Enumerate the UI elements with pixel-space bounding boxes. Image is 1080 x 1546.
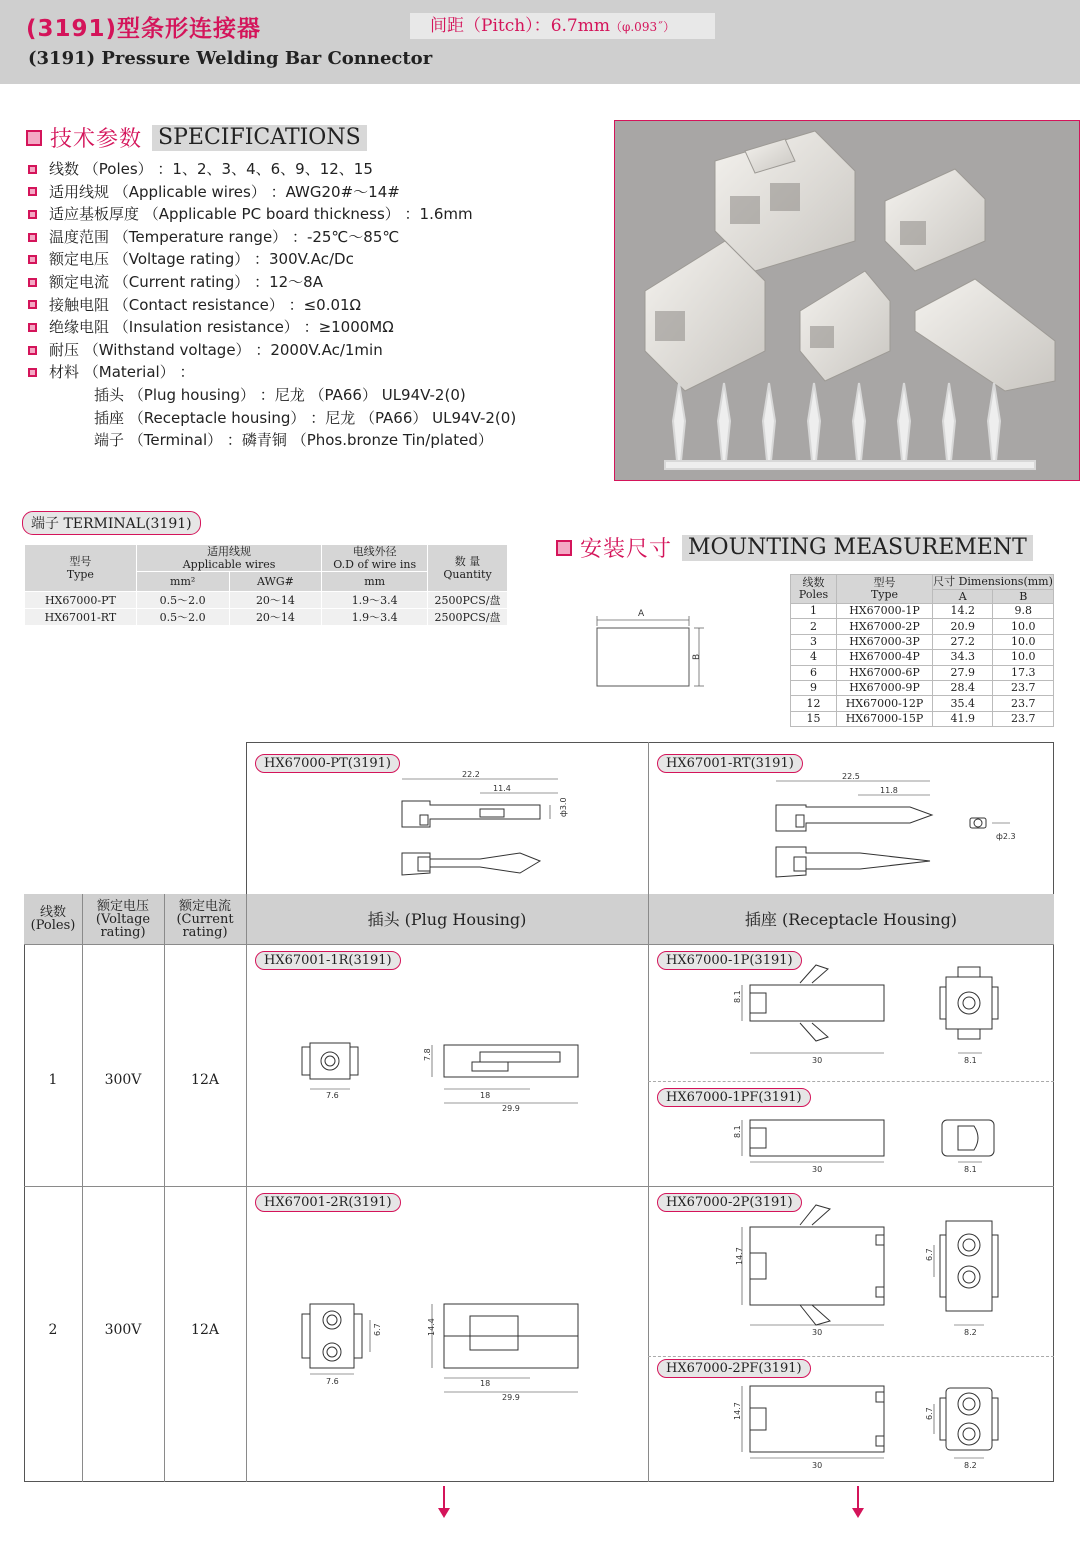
specifications-title-en: SPECIFICATIONS	[152, 125, 367, 151]
square-bullet-icon	[26, 130, 42, 146]
specifications-list	[28, 158, 598, 452]
pitch-box	[410, 13, 715, 39]
row-2-poles: 2	[48, 1322, 58, 1338]
table-row: 15 HX67000-15P 41.9 23.7	[791, 711, 1054, 726]
svg-text:30: 30	[812, 1328, 823, 1337]
square-bullet-icon	[28, 210, 37, 219]
spec-item: 额定电压 （Voltage rating） ：300V.Ac/Dc	[28, 248, 598, 271]
receptacle-1p-drawing	[720, 955, 1040, 1070]
mounting-heading	[556, 532, 1033, 563]
svg-text:29.9: 29.9	[502, 1393, 520, 1402]
part-label: HX67000-1PF(3191)	[657, 1088, 811, 1107]
svg-text:8.2: 8.2	[964, 1461, 977, 1470]
svg-text:18: 18	[480, 1091, 491, 1100]
table-row: 3 HX67000-3P 27.2 10.0	[791, 634, 1054, 649]
housing-table-header: 线数 (Poles) 额定电压 (Voltage rating) 额定电流 (Current rating) 插头 (Plug Housing) 插座 (Receptacle Housing)	[24, 894, 1054, 944]
square-bullet-icon	[556, 540, 572, 556]
spec-item: 接触电阻 （Contact resistance） ：≤0.01Ω	[28, 294, 598, 317]
svg-text:ф2.3: ф2.3	[996, 832, 1016, 841]
svg-text:18: 18	[480, 1379, 491, 1388]
svg-text:6.7: 6.7	[373, 1323, 382, 1336]
svg-text:7.6: 7.6	[326, 1377, 339, 1386]
svg-text:22.5: 22.5	[842, 772, 860, 781]
terminal-rt-drawing	[770, 765, 1030, 890]
square-bullet-icon	[28, 368, 37, 377]
page-title-cn: (3191)型条形连接器	[26, 16, 262, 42]
square-bullet-icon	[28, 346, 37, 355]
svg-text:30: 30	[812, 1056, 823, 1065]
pitch-value: 6.7mm	[550, 16, 610, 36]
svg-text:8.1: 8.1	[964, 1165, 977, 1174]
header-band	[0, 0, 1080, 84]
dim-b-label: B	[692, 653, 702, 660]
row-1-poles: 1	[48, 1072, 58, 1088]
svg-text:6.7: 6.7	[925, 1407, 934, 1420]
square-bullet-icon	[28, 278, 37, 287]
down-arrow-icon	[443, 1486, 445, 1510]
terminal-pt-drawing	[390, 765, 570, 890]
product-photo	[614, 120, 1080, 481]
spec-item: 温度范围 （Temperature range） ：-25℃～85℃	[28, 226, 598, 249]
part-label: HX67001-1R(3191)	[255, 951, 401, 970]
receptacle-2p-drawing	[720, 1195, 1040, 1345]
svg-text:14.7: 14.7	[735, 1247, 744, 1265]
spec-item: 线数 （Poles） ：1、2、3、4、6、9、12、15	[28, 158, 598, 181]
table-row: HX67001-RT 0.5～2.0 20～14 1.9～3.4 2500PCS/盘	[25, 609, 508, 626]
table-row: 1 HX67000-1P 14.2 9.8	[791, 604, 1054, 619]
page-title-en: (3191) Pressure Welding Bar Connector	[28, 48, 433, 69]
table-row: HX67000-PT 0.5～2.0 20～14 1.9～3.4 2500PCS/盘	[25, 592, 508, 609]
table-row: 2 HX67000-2P 20.9 10.0	[791, 619, 1054, 634]
part-label: HX67000-2PF(3191)	[657, 1359, 811, 1378]
table-row: 9 HX67000-9P 28.4 23.7	[791, 680, 1054, 695]
square-bullet-icon	[28, 323, 37, 332]
svg-text:22.2: 22.2	[462, 770, 480, 779]
pitch-label: 间距（Pitch）：	[430, 16, 551, 36]
square-bullet-icon	[28, 165, 37, 174]
spec-item: 适用线规 （Applicable wires） ：AWG20#～14#	[28, 181, 598, 204]
specifications-heading	[26, 122, 367, 153]
terminal-table: 型号 Type 适用线规 Applicable wires 电线外径 O.D of wire ins 数 量 Quantity mm² AWG# mm HX67000-PT 0.5～2.0 20～14 1.9～3.4 2500PCS/盘 HX67001-RT 0.5～2.0 20～14 1.9～3.4 2500PCS/盘	[24, 544, 508, 626]
row-2-voltage: 300V	[104, 1322, 142, 1338]
spec-material-item: 插座 （Receptacle housing） ：尼龙 （PA66） UL94V-2(0)	[94, 408, 517, 427]
plug-1r-drawing	[290, 1035, 610, 1115]
mounting-table: 线数 Poles 型号 Type 尺寸 Dimensions(mm) A B 1 HX67000-1P 14.2 9.8 2 HX67000-2P 20.9 10.0 3 HX67000-3P 27.2 10.0 4 HX67000-4P 34.3 10.0 6 HX67000-6P 27.9 17.3 9 HX67000-9P 28.4 23.7 12 HX67000-12P 35.4 23.7 15 HX67000-15P 41.9 23.7	[790, 574, 1054, 727]
receptacle-housing-header: 插座 (Receptacle Housing)	[744, 909, 958, 929]
mounting-title-en: MOUNTING MEASUREMENT	[682, 535, 1033, 561]
row-2-current: 12A	[191, 1322, 219, 1338]
square-bullet-icon	[28, 300, 37, 309]
dim-a-label: A	[638, 609, 645, 619]
down-arrow-icon	[857, 1486, 859, 1510]
svg-text:11.4: 11.4	[493, 784, 511, 793]
plug-housing-header: 插头 (Plug Housing)	[367, 909, 527, 929]
row-1-current: 12A	[191, 1072, 219, 1088]
spec-material-item: 端子 （Terminal） ：磷青铜 （Phos.bronze Tin/plated）	[94, 431, 493, 450]
svg-text:7.6: 7.6	[326, 1091, 339, 1100]
svg-text:14.7: 14.7	[733, 1402, 742, 1420]
table-row: 4 HX67000-4P 34.3 10.0	[791, 650, 1054, 665]
table-row: 12 HX67000-12P 35.4 23.7	[791, 696, 1054, 711]
pitch-inch: （φ.093˝）	[609, 20, 676, 34]
svg-text:29.9: 29.9	[502, 1104, 520, 1113]
svg-text:8.1: 8.1	[733, 990, 742, 1003]
svg-text:30: 30	[812, 1165, 823, 1174]
spec-item: 适应基板厚度 （Applicable PC board thickness） ：1.6mm	[28, 203, 598, 226]
mounting-title-cn: 安装尺寸	[580, 537, 673, 562]
svg-text:8.2: 8.2	[964, 1328, 977, 1337]
receptacle-1pf-drawing	[720, 1110, 1040, 1180]
specifications-title-cn: 技术参数	[50, 127, 143, 152]
spec-item: 绝缘电阻 （Insulation resistance） ：≥1000MΩ	[28, 316, 598, 339]
svg-text:30: 30	[812, 1461, 823, 1470]
part-label: HX67000-PT(3191)	[255, 754, 400, 773]
svg-text:14.4: 14.4	[427, 1318, 436, 1336]
spec-item: 耐压 （Withstand voltage） ：2000V.Ac/1min	[28, 339, 598, 362]
square-bullet-icon	[28, 187, 37, 196]
terminal-table-label: 端子 TERMINAL(3191)	[22, 511, 201, 535]
square-bullet-icon	[28, 233, 37, 242]
part-label: HX67001-2R(3191)	[255, 1193, 401, 1212]
part-label: HX67000-2P(3191)	[657, 1193, 802, 1212]
square-bullet-icon	[28, 255, 37, 264]
receptacle-2pf-drawing	[720, 1380, 1040, 1475]
plug-2r-drawing	[290, 1300, 610, 1405]
svg-text:11.8: 11.8	[880, 786, 898, 795]
mounting-diagram	[590, 604, 710, 694]
part-label: HX67000-1P(3191)	[657, 951, 802, 970]
spec-item: 额定电流 （Current rating） ：12～8A	[28, 271, 598, 294]
svg-text:ф3.0: ф3.0	[559, 797, 568, 817]
svg-text:6.7: 6.7	[925, 1248, 934, 1261]
row-1-voltage: 300V	[104, 1072, 142, 1088]
part-label: HX67001-RT(3191)	[657, 754, 803, 773]
svg-text:7.8: 7.8	[423, 1048, 432, 1061]
svg-text:8.1: 8.1	[964, 1056, 977, 1065]
svg-text:8.1: 8.1	[733, 1125, 742, 1138]
spec-material-item: 插头 （Plug housing） ：尼龙 （PA66） UL94V-2(0)	[94, 385, 466, 404]
table-row: 6 HX67000-6P 27.9 17.3	[791, 665, 1054, 680]
spec-item: 材料 （Material） ：	[28, 361, 598, 384]
